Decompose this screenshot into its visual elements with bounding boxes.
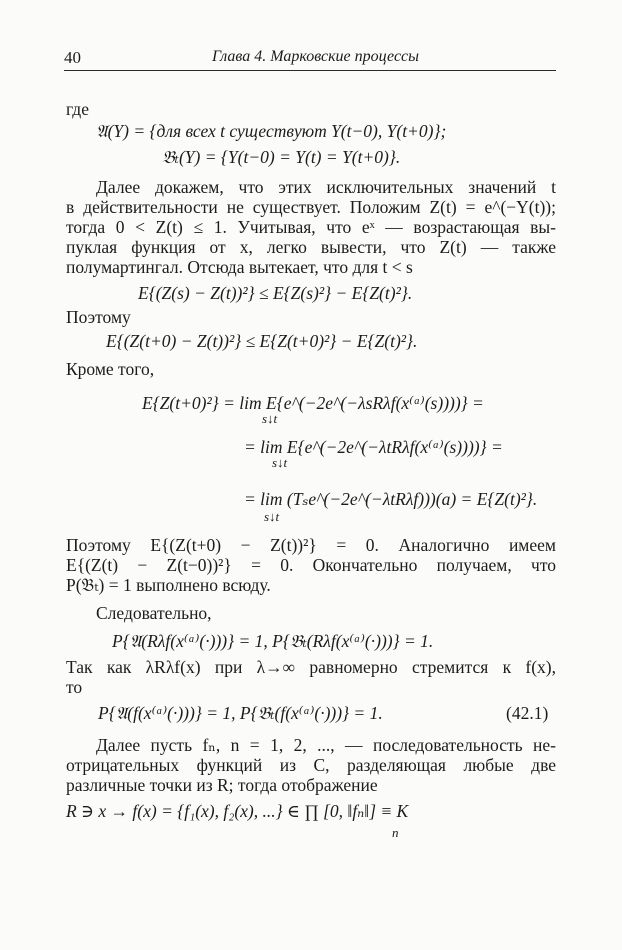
text-line: Далее докажем, что этих исключительных значений t <box>96 177 556 197</box>
page-header <box>64 44 556 72</box>
product-subscript: n <box>392 825 399 840</box>
header-rule <box>64 70 556 71</box>
limit-subscript: s↓t <box>262 411 278 426</box>
page-number: 40 <box>64 48 81 67</box>
equation-number: (42.1) <box>506 703 549 723</box>
text-line: Кроме того, <box>66 359 155 379</box>
text-line: тогда 0 < Z(t) ≤ 1. Учитывая, что eˣ — возрастающая вы- <box>66 217 556 237</box>
formula-line: P{𝔄(Rλf(x⁽ᵃ⁾(·)))} = 1, P{𝔅ₜ(Rλf(x⁽ᵃ⁾(·)))} = 1. <box>112 631 434 651</box>
text-line: то <box>66 677 83 697</box>
text-line: отрицательных функций из C, разделяющая любые две <box>66 755 556 775</box>
text-line: Поэтому <box>66 307 131 327</box>
formula-line: = lim E{e^(−2e^(−λtRλf(x⁽ᵃ⁾(s))))} = <box>244 437 503 457</box>
text-line: P(𝔅ₜ) = 1 выполнено всюду. <box>66 575 271 595</box>
formula-line: E{(Z(t+0) − Z(t))²} ≤ E{Z(t+0)²} − E{Z(t)²}. <box>106 331 418 351</box>
text-line: где <box>66 99 89 119</box>
running-title: Глава 4. Марковские процессы <box>212 48 419 65</box>
text-line: пуклая функция от x, легко вывести, что Z(t) — также <box>66 237 556 257</box>
limit-subscript: s↓t <box>272 455 288 470</box>
text-line: различные точки из R; тогда отображение <box>66 775 378 795</box>
formula-line: E{Z(t+0)²} = lim E{e^(−2e^(−λsRλf(x⁽ᵃ⁾(s))))} = <box>142 393 484 413</box>
formula-line: R ∋ x → f(x) = {f₁(x), f₂(x), ...} ∈ ∏ [0, ‖fₙ‖] ≡ K <box>66 801 409 821</box>
limit-subscript: s↓t <box>264 509 280 524</box>
text-line: Поэтому E{(Z(t+0) − Z(t))²} = 0. Аналогично имеем <box>66 535 556 555</box>
text-line: в действительности не существует. Положим Z(t) = e^(−Y(t)); <box>66 197 556 217</box>
formula-line: P{𝔄(f(x⁽ᵃ⁾(·)))} = 1, P{𝔅ₜ(f(x⁽ᵃ⁾(·)))} = 1. <box>98 703 383 723</box>
formula-line: 𝔄(Y) = {для всех t существуют Y(t−0), Y(t+0)}; <box>96 121 447 141</box>
text-line: E{(Z(t) − Z(t−0))²} = 0. Окончательно получаем, что <box>66 555 556 575</box>
text-line: полумартингал. Отсюда вытекает, что для t < s <box>66 257 413 277</box>
formula-line: = lim (Tₛe^(−2e^(−λtRλf)))(a) = E{Z(t)²}. <box>244 489 538 509</box>
formula-line: E{(Z(s) − Z(t))²} ≤ E{Z(s)²} − E{Z(t)²}. <box>138 283 413 303</box>
text-line: Следовательно, <box>96 603 212 623</box>
text-line: Так как λRλf(x) при λ→∞ равномерно стремится к f(x), <box>66 657 556 677</box>
formula-line: 𝔅ₜ(Y) = {Y(t−0) = Y(t) = Y(t+0)}. <box>162 147 401 167</box>
text-line: Далее пусть fₙ, n = 1, 2, ..., — последовательность не- <box>96 735 556 755</box>
